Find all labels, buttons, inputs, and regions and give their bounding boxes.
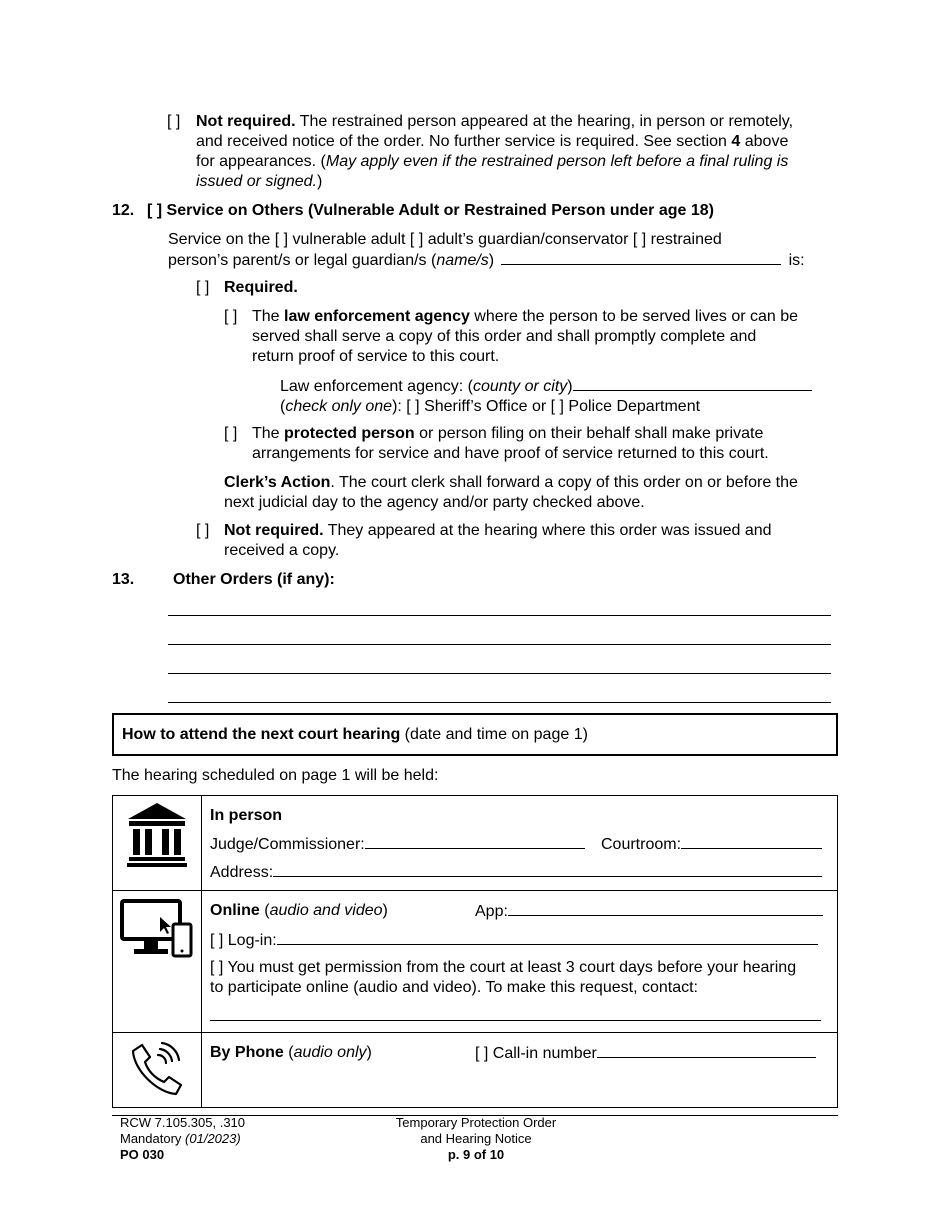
login-label[interactable]: [ ] Log-in: [210,932,277,949]
in-person-label: In person [210,807,283,824]
judge-row [210,834,585,855]
s12-names-field[interactable] [501,250,781,265]
s12-number: 12. [112,202,135,219]
footer-title2: and Hearing Notice [420,1131,532,1146]
s12-le-line1: where the person to be served lives or can be [469,308,799,325]
s11-not-required-text [196,112,846,192]
s12-not-required-text [224,521,844,561]
s12-pp-bold: protected person [284,425,415,442]
login-field[interactable] [277,930,818,945]
s12-intro-line1: Service on the [ ] vulnerable adult [ ] adult’s guardian/conservator [ ] restrained [168,231,722,248]
s11-line2-end: above [740,133,789,150]
courtroom-field[interactable] [681,834,822,849]
s12-not-required-label: Not required. [224,522,324,539]
s11-section-ref: 4 [731,133,741,150]
s12-clerk-line1: . The court clerk shall forward a copy of this order on or before the [330,474,798,491]
s12-pp-text [252,424,852,464]
s12-intro [168,230,848,271]
footer-rcw: RCW 7.105.305, .310 [120,1115,246,1130]
other-orders-line-2[interactable] [168,644,831,645]
hearing-heading-rest: (date and time on page 1) [400,726,588,743]
judge-label: Judge/Commissioner: [210,836,365,853]
s12-check-italic: check only one [285,398,393,415]
footer-form-id: PO 030 [120,1147,165,1162]
s12-nr-line1: They appeared at the hearing where this order was issued and [323,522,772,539]
s12-not-required-checkbox[interactable]: [ ] [196,522,210,539]
s12-intro-line2: person’s parent/s or legal guardian/s ( [168,252,437,269]
s11-line4-italic: issued or signed. [196,173,317,190]
online-close: ) [382,902,388,919]
s11-not-required-label: Not required. [196,113,296,130]
hearing-intro: The hearing scheduled on page 1 will be held: [112,767,439,784]
s12-le-checkbox[interactable]: [ ] [224,308,238,325]
online-italic: audio and video [269,902,383,919]
app-row [475,901,823,922]
s12-intro-close-paren: ) [488,252,495,269]
footer-mandatory-date: (01/2023) [185,1131,241,1146]
other-orders-line-3[interactable] [168,673,831,674]
s12-le-the: The [252,308,285,325]
s12-check-options[interactable]: ): [ ] Sheriff’s Office or [ ] Police Department [392,398,701,415]
callin-row [475,1043,816,1064]
permission-line2: to participate online (audio and video). To make this request, contact: [210,979,698,996]
s12-pp-line2: arrangements for service and have proof of service returned to this court. [252,445,769,462]
address-field[interactable] [273,862,822,877]
courthouse-icon [127,803,187,867]
footer-center [336,1115,616,1163]
s11-line3-italic: May apply even if the restrained person left before a final ruling is [325,153,789,170]
s13-heading: Other Orders (if any): [173,571,335,588]
s12-clerk [224,473,854,513]
permission-text [210,958,830,998]
s12-agency-italic: county or city [473,378,568,395]
s12-le-line2: served shall serve a copy of this order and shall promptly complete and [252,328,757,345]
s12-le-text [252,307,852,367]
s12-nr-line2: received a copy. [224,542,340,559]
s12-agency [280,376,850,417]
callin-label[interactable]: [ ] Call-in number [475,1045,597,1062]
online-label [210,901,388,921]
footer-title1: Temporary Protection Order [395,1115,557,1130]
computer-phone-icon [120,899,194,959]
phone-open: ( [283,1044,294,1061]
s12-heading: [ ] Service on Others (Vulnerable Adult or Restrained Person under age 18) [147,202,714,219]
s12-agency-label: Law enforcement agency: ( [280,378,473,395]
phone-italic: audio only [293,1044,367,1061]
s12-required-checkbox[interactable]: [ ] [196,279,210,296]
hearing-row-divider-1 [112,890,838,891]
other-orders-line-4[interactable] [168,702,831,703]
footer-page: p. 9 of 10 [447,1147,505,1162]
s12-le-line3: return proof of service to this court. [252,348,500,365]
s11-not-required-checkbox[interactable]: [ ] [167,113,181,130]
courtroom-row [601,834,822,855]
s12-clerk-line2: next judicial day to the agency and/or party checked above. [224,494,645,511]
login-row [210,930,818,951]
s12-pp-line1: or person filing on their behalf shall make private [414,425,764,442]
other-orders-line-1[interactable] [168,615,831,616]
s12-pp-checkbox[interactable]: [ ] [224,425,238,442]
s13-number: 13. [112,571,135,588]
phone-label [210,1043,372,1063]
footer-left [120,1115,245,1163]
app-label: App: [475,903,508,920]
s11-line3: for appearances. ( [196,153,326,170]
hearing-table-divider [201,795,202,1108]
hearing-heading-box [112,713,838,756]
s12-agency-field[interactable] [573,376,812,391]
online-bold: Online [210,902,260,919]
s12-clerk-bold: Clerk’s Action [224,474,331,491]
address-label: Address: [210,864,274,881]
s12-check-open: ( [280,398,286,415]
s11-line1: The restrained person appeared at the hearing, in person or remotely, [295,113,794,130]
address-row [210,862,822,883]
footer-mandatory: Mandatory [120,1131,186,1146]
hearing-row-divider-2 [112,1032,838,1033]
s12-intro-names-italic: name/s [436,252,489,269]
judge-field[interactable] [365,834,585,849]
phone-close: ) [366,1044,372,1061]
s12-le-bold: law enforcement agency [284,308,470,325]
courtroom-label: Courtroom: [601,836,682,853]
hearing-heading-bold: How to attend the next court hearing [122,726,401,743]
s12-required-label: Required. [224,279,298,296]
s11-line2: and received notice of the order. No further service is required. See section [196,133,732,150]
online-open: ( [259,902,270,919]
permission-line1[interactable]: [ ] You must get permission from the court at least 3 court days before your hearing [210,959,797,976]
s12-agency-close: ) [567,378,573,395]
phone-bold: By Phone [210,1044,284,1061]
s11-line4-end: ) [316,173,323,190]
telephone-icon [128,1041,186,1099]
app-field[interactable] [508,901,823,916]
contact-field[interactable] [210,1020,821,1021]
s12-pp-the: The [252,425,285,442]
s12-intro-is: is: [788,252,805,269]
callin-field[interactable] [597,1043,816,1058]
